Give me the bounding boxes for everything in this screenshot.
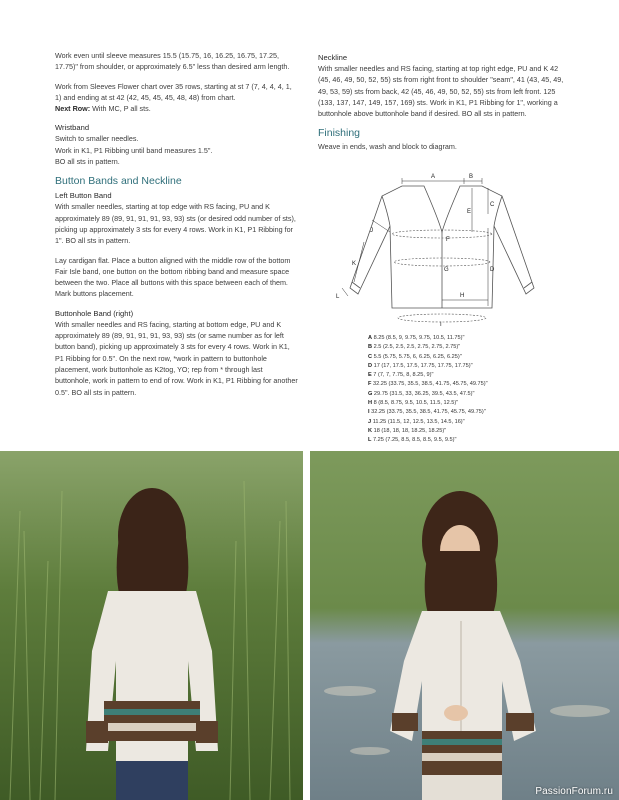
diagram-label-a: A: [431, 174, 436, 180]
left-column: [55, 50, 300, 406]
diagram-label-f: F: [446, 237, 450, 243]
neckline-text: With smaller needles and RS facing, starting at top right edge, PU and K 42 (45, 46, 49, 50, 52, 55) sts from right front to shoulder "seam", 41 (43, 45, 49, 49, 53, 59) sts from back, 42 (45, 46, 49, 50, 52, 55) sts from left front. 125 (133, 137, 147, 149, 157, 169) sts. Work in K1, P1 Ribbing for 1", working a buttonhole above buttonhole band if desired. BO all sts in pattern.: [318, 64, 564, 119]
right-column: [318, 50, 566, 161]
wristband-line-3: BO all sts in pattern.: [55, 157, 120, 167]
lay-flat-text: Lay cardigan flat. Place a button aligned with the middle row of the bottom Fair Isle band, one button on the bottom ribbing band and measure space between the two. Place all buttons with this space between each of them. Mark buttons placement.: [55, 255, 291, 299]
left-button-band-text: With smaller needles, starting at top edge with RS facing, PU and K approximately 89 (89, 91, 91, 91, 93, 93) sts (or desired odd number of sts), picking up approximately 3 sts for every 4 rows. Work in K1, P1 Ribbing for 1". BO all sts in pattern.: [55, 202, 296, 246]
photo-front-view: [310, 451, 619, 800]
wristband-line-1: Switch to smaller needles.: [55, 134, 139, 144]
section-title-button-bands: Button Bands and Neckline: [55, 175, 182, 188]
buttonhole-band-title: Buttonhole Band (right): [55, 308, 134, 318]
measurements-list: [368, 334, 568, 446]
diagram-label-j: J: [370, 228, 373, 234]
diagram-label-c: C: [490, 202, 495, 208]
diagram-label-d: D: [490, 267, 495, 273]
diagram-label-g: G: [444, 267, 449, 273]
diagram-label-l: L: [336, 294, 340, 300]
diagram-label-h: H: [460, 293, 465, 299]
measurement-row: H 8 (8.5, 8.75, 9.5, 10.5, 11.5, 12.5)": [368, 400, 459, 407]
photo-back-view: [0, 451, 303, 800]
sleeve-paragraph: Work even until sleeve measures 15.5 (15.75, 16, 16.25, 16.75, 17.25, 17.75)" from shoulder, or approximately 6.5" less than desired arm length.: [55, 51, 290, 72]
diagram-label-b: B: [469, 174, 474, 180]
left-button-band-title: Left Button Band: [55, 191, 112, 201]
cardigan-schematic: [328, 170, 556, 330]
neckline-title: Neckline: [318, 53, 348, 62]
next-row-text: With MC, P all sts.: [90, 104, 151, 114]
measurement-row: J 11.25 (11.5, 12, 12.5, 13.5, 14.5, 16)": [368, 418, 465, 425]
diagram-label-i: I: [440, 322, 442, 328]
schematic-diagram: [328, 170, 556, 330]
photo-back-view-image: [0, 451, 303, 800]
measurement-row: F 32.25 (33.75, 35.5, 38.5, 41.75, 45.75, 49.75)": [368, 381, 488, 388]
diagram-label-k: K: [352, 261, 357, 267]
finishing-title: Finishing: [318, 127, 361, 140]
photo-front-view-image: [310, 451, 619, 800]
measurement-row: I 32.25 (33.75, 35.5, 38.5, 41.75, 45.75, 49.75)": [368, 409, 486, 416]
measurement-row: E 7 (7, 7, 7.75, 8, 8.25, 9)": [368, 372, 434, 379]
measurement-row: D 17 (17, 17.5, 17.5, 17.75, 17.75, 17.75)": [368, 362, 473, 369]
next-row-paragraph: [55, 103, 300, 114]
wristband-title: Wristband: [55, 123, 90, 133]
measurement-row: K 18 (18, 18, 18, 18.25, 18.25)": [368, 427, 447, 434]
next-row-label: Next Row:: [55, 104, 91, 114]
measurement-row: G 29.75 (31.5, 33, 36.25, 39.5, 43.5, 47.5)": [368, 390, 475, 397]
diagram-label-e: E: [467, 209, 472, 215]
buttonhole-band-text: With smaller needles and RS facing, starting at bottom edge, PU and K approximately 89 (89, 91, 91, 91, 93, 93) sts (or same number as for left button band), picking up approximately 3 sts for every 4 rows. Work in K1, P1 Ribbing for 0.5". On the next row, *work in pattern to buttonhole placement, work buttonhole as K2tog, YO; rep from * through last buttonhole, work in pattern to end of row. Work in K1, P1 Ribbing for another 0.5". BO all sts in pattern.: [55, 319, 298, 397]
measurement-row: L 7.25 (7.25, 8.5, 8.5, 8.5, 9.5, 9.5)": [368, 437, 457, 444]
finishing-text: Weave in ends, wash and block to diagram.: [318, 142, 457, 152]
wristband-line-2: Work in K1, P1 Ribbing until band measures 1.5".: [55, 145, 213, 155]
watermark: PassionForum.ru: [535, 786, 613, 797]
measurement-row: C 5.5 (5.75, 5.75, 6, 6.25, 6.25, 6.25)": [368, 353, 462, 360]
chart-paragraph: Work from Sleeves Flower chart over 35 rows, starting at st 7 (7, 4, 4, 4, 1, 1) and ending at st 42 (42, 45, 45, 45, 48, 48) from chart.: [55, 81, 292, 102]
measurement-row: B 2.5 (2.5, 2.5, 2.5, 2.75, 2.75, 2.75)": [368, 344, 461, 351]
measurement-row: A 8.25 (8.5, 9, 9.75, 9.75, 10.5, 11.75)": [368, 335, 465, 341]
